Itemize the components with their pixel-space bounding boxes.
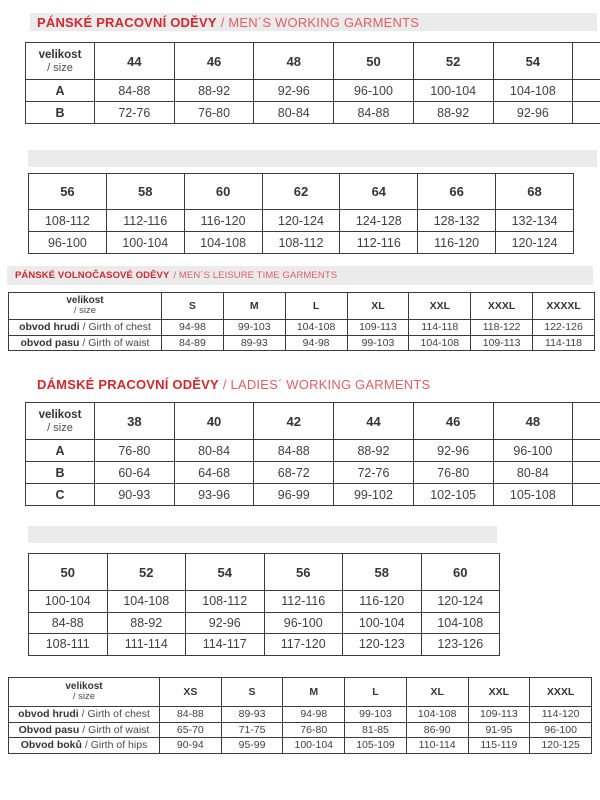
table-row — [29, 210, 574, 232]
column-header-cell: 54 — [493, 43, 573, 80]
size-corner-cell: velikost / size — [26, 403, 95, 440]
size-value-cell: 109-113 — [347, 320, 409, 336]
size-value-cell: 104-108 — [409, 335, 471, 351]
size-table — [25, 402, 600, 506]
ladies-working-sizes-table-part2 — [28, 553, 500, 656]
mens-working-sizes-table-part1 — [25, 42, 600, 137]
header-row — [29, 174, 574, 210]
row-label-cell: Obvod pasu / Girth of waist — [9, 722, 160, 738]
size-value-cell: 96-100 — [493, 440, 573, 462]
row-label-cell: obvod hrudi / Girth of chest — [9, 320, 162, 336]
table-row — [9, 738, 592, 754]
column-header-cell: 60 — [184, 174, 262, 210]
row-label-cell: C — [26, 484, 95, 506]
column-header-cell: S — [221, 678, 283, 707]
size-value-cell: 114-117 — [186, 634, 265, 656]
column-header-cell: 50 — [29, 554, 108, 591]
size-value-cell: 96-100 — [334, 80, 414, 102]
size-value-cell: 108-111 — [29, 634, 108, 656]
size-value-cell: 76-80 — [95, 440, 175, 462]
column-header-cell: 48 — [254, 43, 334, 80]
header-row — [9, 678, 592, 707]
size-value-cell: 109-113 — [471, 335, 533, 351]
column-header-cell: XXXXL — [533, 293, 595, 320]
size-value-cell: 76-80 — [174, 102, 254, 124]
column-header-cell: 58 — [343, 554, 422, 591]
size-value-cell: 123-126 — [421, 634, 500, 656]
size-value-cell: 88-92 — [334, 440, 414, 462]
size-value-cell: 65-70 — [160, 722, 222, 738]
column-header-cell: 46 — [413, 403, 493, 440]
size-value-cell: 116-120 — [184, 210, 262, 232]
column-header-cell: XXL — [409, 293, 471, 320]
row-label-cell: Obvod boků / Girth of hips — [9, 738, 160, 754]
size-value-cell: 72-76 — [334, 462, 414, 484]
size-value-cell: 84-89 — [162, 335, 224, 351]
size-value-cell: 94-98 — [285, 335, 347, 351]
size-value-cell: 105-109 — [345, 738, 407, 754]
size-value-cell: 114-118 — [409, 320, 471, 336]
row-label-cell: A — [26, 440, 95, 462]
size-corner-cell: velikost / size — [26, 43, 95, 80]
size-value-cell: 100-104 — [29, 591, 108, 613]
size-value-cell: 100-104 — [343, 612, 422, 634]
size-value-cell: 115-119 — [468, 738, 530, 754]
size-value-cell: 120-124 — [496, 232, 574, 254]
header-row — [9, 293, 595, 320]
column-header-cell — [573, 43, 600, 80]
size-value-cell: 108-112 — [262, 232, 340, 254]
column-header-cell: XS — [160, 678, 222, 707]
size-value-cell: 122-126 — [533, 320, 595, 336]
ladies-measurements-table — [8, 677, 592, 754]
size-value-cell: 100-104 — [413, 80, 493, 102]
size-table — [28, 173, 574, 254]
size-value-cell: 89-93 — [221, 707, 283, 723]
size-value-cell — [573, 440, 600, 462]
mens-working-continuation-band — [28, 150, 597, 167]
size-value-cell: 94-98 — [162, 320, 224, 336]
size-value-cell: 104-108 — [285, 320, 347, 336]
size-value-cell: 104-108 — [406, 707, 468, 723]
size-value-cell: 84-88 — [95, 80, 175, 102]
column-header-cell — [573, 403, 600, 440]
row-label-cell: B — [26, 102, 95, 124]
column-header-cell: 44 — [95, 43, 175, 80]
size-table — [8, 292, 595, 351]
size-value-cell: 84-88 — [29, 612, 108, 634]
size-value-cell: 84-88 — [160, 707, 222, 723]
size-value-cell: 92-96 — [493, 102, 573, 124]
column-header-cell: 40 — [174, 403, 254, 440]
column-header-cell: M — [223, 293, 285, 320]
column-header-cell: XXXL — [530, 678, 592, 707]
size-value-cell: 91-95 — [468, 722, 530, 738]
size-value-cell: 81-85 — [345, 722, 407, 738]
column-header-cell: L — [285, 293, 347, 320]
size-value-cell: 99-103 — [345, 707, 407, 723]
size-value-cell: 112-116 — [264, 591, 343, 613]
section-title-english: / LADIES´ WORKING GARMENTS — [222, 376, 431, 392]
row-label-cell: obvod pasu / Girth of waist — [9, 335, 162, 351]
column-header-cell: 58 — [106, 174, 184, 210]
size-value-cell: 89-93 — [223, 335, 285, 351]
size-value-cell: 88-92 — [174, 80, 254, 102]
size-value-cell: 128-132 — [418, 210, 496, 232]
column-header-cell: 50 — [334, 43, 414, 80]
size-value-cell: 104-108 — [107, 591, 186, 613]
size-value-cell: 88-92 — [413, 102, 493, 124]
size-value-cell — [573, 484, 600, 506]
size-value-cell: 120-124 — [421, 591, 500, 613]
size-value-cell: 96-100 — [530, 722, 592, 738]
size-value-cell: 112-116 — [106, 210, 184, 232]
table-row — [26, 462, 600, 484]
header-row — [26, 43, 600, 80]
size-value-cell: 124-128 — [340, 210, 418, 232]
section-title-mens-working — [37, 13, 419, 31]
table-row — [26, 440, 600, 462]
size-value-cell: 132-134 — [496, 210, 574, 232]
column-header-cell: 38 — [95, 403, 175, 440]
column-header-cell: 52 — [107, 554, 186, 591]
size-value-cell: 76-80 — [413, 462, 493, 484]
size-value-cell: 104-108 — [184, 232, 262, 254]
size-value-cell: 120-123 — [343, 634, 422, 656]
table-row — [9, 722, 592, 738]
section-title-english: / MEN´S WORKING GARMENTS — [220, 14, 420, 30]
size-value-cell — [573, 102, 600, 124]
size-value-cell: 102-105 — [413, 484, 493, 506]
size-value-cell: 92-96 — [254, 80, 334, 102]
column-header-cell: XL — [347, 293, 409, 320]
size-value-cell: 84-88 — [254, 440, 334, 462]
column-header-cell: XL — [406, 678, 468, 707]
size-table — [25, 42, 600, 124]
ladies-working-sizes-table-part1 — [25, 402, 600, 522]
size-value-cell: 111-114 — [107, 634, 186, 656]
section-title-czech: PÁNSKÉ PRACOVNÍ ODĚVY — [37, 14, 217, 30]
size-value-cell: 104-108 — [421, 612, 500, 634]
size-value-cell: 99-102 — [334, 484, 414, 506]
size-value-cell: 116-120 — [343, 591, 422, 613]
size-value-cell — [573, 462, 600, 484]
size-table — [28, 553, 500, 656]
column-header-cell: 60 — [421, 554, 500, 591]
table-row — [9, 320, 595, 336]
size-value-cell: 104-108 — [493, 80, 573, 102]
column-header-cell: 64 — [340, 174, 418, 210]
size-value-cell: 71-75 — [221, 722, 283, 738]
size-value-cell: 86-90 — [406, 722, 468, 738]
size-value-cell: 120-125 — [530, 738, 592, 754]
column-header-cell: 66 — [418, 174, 496, 210]
size-value-cell: 114-118 — [533, 335, 595, 351]
size-value-cell: 110-114 — [406, 738, 468, 754]
column-header-cell: XXL — [468, 678, 530, 707]
size-value-cell: 64-68 — [174, 462, 254, 484]
size-value-cell — [573, 80, 600, 102]
table-row — [9, 335, 595, 351]
size-value-cell: 93-96 — [174, 484, 254, 506]
size-value-cell: 108-112 — [29, 210, 107, 232]
size-value-cell: 99-103 — [223, 320, 285, 336]
size-value-cell: 109-113 — [468, 707, 530, 723]
table-row — [29, 232, 574, 254]
size-value-cell: 116-120 — [418, 232, 496, 254]
size-table — [8, 677, 592, 754]
column-header-cell: 56 — [29, 174, 107, 210]
size-value-cell: 88-92 — [107, 612, 186, 634]
column-header-cell: 42 — [254, 403, 334, 440]
section-title-english: / MEN´S LEISURE TIME GARMENTS — [173, 270, 338, 281]
size-value-cell: 72-76 — [95, 102, 175, 124]
section-title-czech: PÁNSKÉ VOLNOČASOVÉ ODĚVY — [15, 270, 170, 281]
column-header-cell: XXXL — [471, 293, 533, 320]
size-value-cell: 80-84 — [254, 102, 334, 124]
column-header-cell: M — [283, 678, 345, 707]
mens-leisure-sizes-table — [8, 292, 595, 351]
size-value-cell: 76-80 — [283, 722, 345, 738]
size-value-cell: 95-99 — [221, 738, 283, 754]
size-value-cell: 90-93 — [95, 484, 175, 506]
column-header-cell: 44 — [334, 403, 414, 440]
header-row — [26, 403, 600, 440]
table-row — [29, 591, 500, 613]
table-row — [26, 102, 600, 124]
row-label-cell: B — [26, 462, 95, 484]
size-value-cell: 90-94 — [160, 738, 222, 754]
size-value-cell: 80-84 — [174, 440, 254, 462]
ladies-working-continuation-band — [28, 526, 497, 543]
size-value-cell: 99-103 — [347, 335, 409, 351]
row-label-cell: A — [26, 80, 95, 102]
column-header-cell: 48 — [493, 403, 573, 440]
table-row — [29, 634, 500, 656]
size-value-cell: 94-98 — [283, 707, 345, 723]
table-row — [9, 707, 592, 723]
size-value-cell: 112-116 — [340, 232, 418, 254]
size-value-cell: 60-64 — [95, 462, 175, 484]
header-row — [29, 554, 500, 591]
column-header-cell: 56 — [264, 554, 343, 591]
size-value-cell: 100-104 — [106, 232, 184, 254]
size-value-cell: 117-120 — [264, 634, 343, 656]
size-corner-cell: velikost / size — [9, 293, 162, 320]
table-row — [26, 80, 600, 102]
size-value-cell: 84-88 — [334, 102, 414, 124]
size-value-cell: 96-100 — [29, 232, 107, 254]
size-value-cell: 118-122 — [471, 320, 533, 336]
column-header-cell: L — [345, 678, 407, 707]
size-value-cell: 96-99 — [254, 484, 334, 506]
table-row — [29, 612, 500, 634]
size-value-cell: 108-112 — [186, 591, 265, 613]
row-label-cell: obvod hrudi / Girth of chest — [9, 707, 160, 723]
section-title-czech: DÁMSKÉ PRACOVNÍ ODĚVY — [37, 376, 219, 392]
size-value-cell: 96-100 — [264, 612, 343, 634]
size-value-cell: 105-108 — [493, 484, 573, 506]
size-corner-cell: velikost / size — [9, 678, 160, 707]
size-value-cell: 114-120 — [530, 707, 592, 723]
section-title-ladies-working — [37, 375, 430, 393]
size-value-cell: 92-96 — [186, 612, 265, 634]
column-header-cell: 54 — [186, 554, 265, 591]
column-header-cell: S — [162, 293, 224, 320]
column-header-cell: 62 — [262, 174, 340, 210]
section-title-mens-leisure — [15, 266, 337, 285]
size-value-cell: 100-104 — [283, 738, 345, 754]
column-header-cell: 46 — [174, 43, 254, 80]
size-value-cell: 120-124 — [262, 210, 340, 232]
column-header-cell: 68 — [496, 174, 574, 210]
size-value-cell: 68-72 — [254, 462, 334, 484]
mens-working-sizes-table-part2 — [28, 173, 574, 254]
size-value-cell: 80-84 — [493, 462, 573, 484]
table-row — [26, 484, 600, 506]
column-header-cell: 52 — [413, 43, 493, 80]
size-value-cell: 92-96 — [413, 440, 493, 462]
